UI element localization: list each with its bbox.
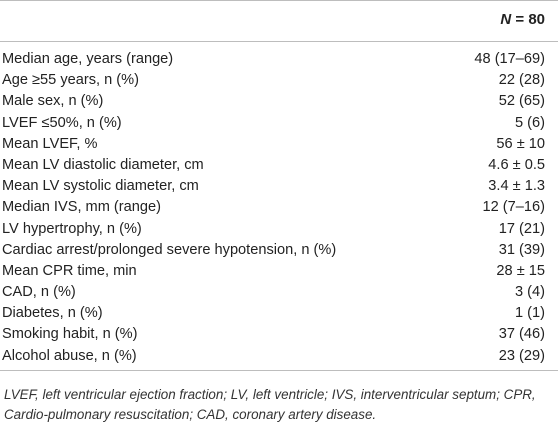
table-row (0, 346, 558, 367)
table-row (0, 324, 558, 345)
table-row (0, 261, 558, 282)
table-body (0, 42, 558, 367)
table-row (0, 219, 558, 240)
row-label: Alcohol abuse, n (%) (2, 347, 137, 364)
row-label: Cardiac arrest/prolonged severe hypotension, n (%) (2, 241, 337, 258)
row-value: 23 (29) (498, 347, 545, 364)
table-row (0, 240, 558, 261)
row-label: LVEF ≤50%, n (%) (2, 114, 122, 131)
row-label: Mean LVEF, % (2, 135, 98, 152)
row-value: 1 (1) (514, 305, 545, 322)
row-label: Smoking habit, n (%) (2, 326, 138, 343)
row-label: Median IVS, mm (range) (2, 199, 161, 216)
table-row (0, 70, 558, 91)
row-label: Age ≥55 years, n (%) (2, 72, 139, 89)
row-label: Mean LV diastolic diameter, cm (2, 156, 204, 173)
table-row (0, 113, 558, 134)
table-row (0, 176, 558, 197)
row-value: 37 (46) (498, 326, 545, 343)
row-label: Mean LV systolic diameter, cm (2, 178, 199, 195)
row-label: Diabetes, n (%) (2, 305, 103, 322)
row-value: 56 ± 10 (496, 135, 545, 152)
row-label: Male sex, n (%) (2, 93, 104, 110)
row-label: LV hypertrophy, n (%) (2, 220, 142, 237)
row-value: 5 (6) (514, 114, 545, 131)
row-value: 52 (65) (498, 93, 545, 110)
table-row (0, 197, 558, 218)
table-row (0, 282, 558, 303)
row-value: 3.4 ± 1.3 (488, 178, 545, 195)
row-value: 22 (28) (498, 72, 545, 89)
row-label: Mean CPR time, min (2, 262, 137, 279)
header-n-value: = 80 (511, 11, 545, 28)
row-value: 4.6 ± 0.5 (488, 156, 545, 173)
row-value: 17 (21) (498, 220, 545, 237)
table-row (0, 49, 558, 70)
row-value: 3 (4) (514, 284, 545, 301)
table-header-row (0, 0, 558, 42)
row-value: 48 (17–69) (474, 51, 545, 67)
table-row (0, 91, 558, 112)
row-value: 31 (39) (498, 241, 545, 258)
row-label: Median age, years (range) (2, 51, 174, 67)
header-n-count (500, 11, 545, 28)
row-value: 28 ± 15 (496, 262, 545, 279)
table-row (0, 155, 558, 176)
row-value: 12 (7–16) (482, 199, 545, 216)
table-row (0, 303, 558, 324)
row-label: CAD, n (%) (2, 284, 76, 301)
table-footnote: LVEF, left ventricular ejection fraction; LV, left ventricle; IVS, interventricular septum; CPR, Cardio-pulmonary resuscitation; CAD, coronary artery disease. (4, 386, 536, 422)
table-row (0, 134, 558, 155)
header-n-symbol: N (500, 11, 512, 28)
